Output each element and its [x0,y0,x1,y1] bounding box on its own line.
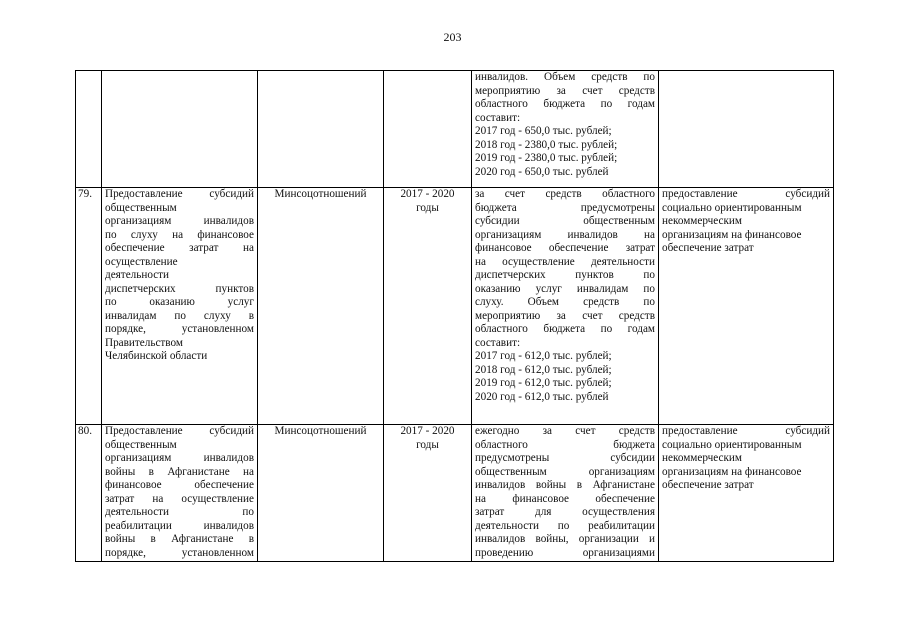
desc-line: мероприятию за счет средств [475,309,655,322]
desc-line: бюджета предусмотрены [475,201,655,214]
years-line: годы [416,201,439,214]
name-line: деятельности [105,269,170,281]
desc-line: 2017 год - 612,0 тыс. рублей; [475,350,612,362]
name-line: войны в Афганистане в [105,533,254,545]
desc-line: диспетчерских пунктов по [475,269,655,281]
result-line: предоставление субсидий [662,188,830,200]
result-line: социально ориентированным [662,438,802,451]
name-line: Челябинской области [105,350,208,362]
desc-line: субсидии общественным [475,215,655,227]
desc-line: мероприятию за счет средств [475,84,655,97]
name-line: деятельности по [105,506,254,518]
cell-years [384,188,472,425]
desc-line: инвалидов. Объем средств по [475,71,655,83]
desc-line: слуху. Объем средств по [475,296,655,308]
result-line: некоммерческим [662,215,742,227]
desc-line: организациям инвалидов на [475,228,655,241]
years-line: 2017 - 2020 [400,188,455,200]
desc-line: 2019 год - 2380,0 тыс. рублей; [475,152,618,164]
name-line: осуществление [105,255,178,268]
cell-years [384,71,472,188]
result-line: обеспечение затрат [662,242,754,254]
desc-line: 2018 год - 2380,0 тыс. рублей; [475,138,618,151]
name-line: финансовое обеспечение [105,479,254,491]
cell-result [659,71,834,188]
cell-executor [258,71,384,188]
desc-line: составит: [475,111,521,124]
desc-line: за счет средств областного [475,188,655,200]
desc-line: на осуществление деятельности [475,255,655,268]
cell-description [472,425,659,562]
desc-line: затрат для осуществления [475,506,655,518]
result-line: предоставление субсидий [662,425,830,437]
name-line: Предоставление субсидий [105,425,254,437]
desc-line: инвалидов войны, организации и [475,533,655,545]
years-line: годы [416,438,439,451]
name-line: по слуху на финансовое [105,228,254,241]
cell-years [384,425,472,562]
name-line: Предоставление субсидий [105,188,254,200]
name-line: порядке, установленном [105,546,254,559]
cell-description [472,188,659,425]
cell-result [659,425,834,562]
cell-executor [258,425,384,562]
result-line: организациям на финансовое [662,228,802,241]
desc-line: инвалидов войны в Афганистане [475,479,655,491]
desc-line: 2020 год - 612,0 тыс. рублей [475,390,609,403]
cell-result [659,188,834,425]
desc-line: 2018 год - 612,0 тыс. рублей; [475,363,612,376]
cell-executor [258,188,384,425]
name-line: диспетчерских пунктов [105,282,254,295]
table-row-continuation [76,71,834,188]
cell-name [102,71,258,188]
desc-line: областного бюджета [475,438,655,451]
table-row-79 [76,188,834,425]
desc-line: проведению организациями [475,546,655,559]
desc-line: оказанию услуг инвалидам по [475,282,655,295]
name-line: Правительством [105,336,183,349]
desc-line: составит: [475,336,521,349]
desc-line: 2017 год - 650,0 тыс. рублей; [475,125,612,137]
table-row-80 [76,425,834,562]
name-line: инвалидам по слуху в [105,309,254,322]
name-line: общественным [105,438,177,451]
name-line: войны в Афганистане на [105,465,254,478]
desc-line: деятельности по реабилитации [475,519,655,532]
years-line: 2017 - 2020 [400,425,455,437]
desc-line: общественным организациям [475,465,655,478]
result-line: обеспечение затрат [662,479,754,491]
name-line: организациям инвалидов [105,215,254,227]
program-measures-table [75,70,834,562]
result-line: организациям на финансовое [662,465,802,478]
name-line: по оказанию услуг [105,296,254,308]
name-line: порядке, установленном [105,323,254,335]
row-number: 80. [76,425,102,562]
executor-name: Минсоцотношений [274,188,367,200]
cell-name [102,425,258,562]
name-line: обеспечение затрат на [105,242,254,254]
cell-description [472,71,659,188]
result-line: социально ориентированным [662,201,802,214]
result-line: некоммерческим [662,452,742,464]
executor-name: Минсоцотношений [274,425,367,437]
name-line: реабилитации инвалидов [105,519,254,532]
desc-line: областного бюджета по годам [475,323,655,335]
name-line: общественным [105,201,177,214]
desc-line: областного бюджета по годам [475,98,655,110]
cell-num [76,71,102,188]
name-line: затрат на осуществление [105,492,254,505]
desc-line: финансовое обеспечение затрат [475,242,655,254]
row-number: 79. [76,188,102,425]
page-number: 203 [443,30,462,44]
desc-line: 2020 год - 650,0 тыс. рублей [475,165,609,178]
desc-line: 2019 год - 612,0 тыс. рублей; [475,377,612,389]
cell-name [102,188,258,425]
name-line: организациям инвалидов [105,452,254,464]
desc-line: на финансовое обеспечение [475,492,655,505]
desc-line: предусмотрены субсидии [475,452,655,464]
desc-line: ежегодно за счет средств [475,425,655,437]
